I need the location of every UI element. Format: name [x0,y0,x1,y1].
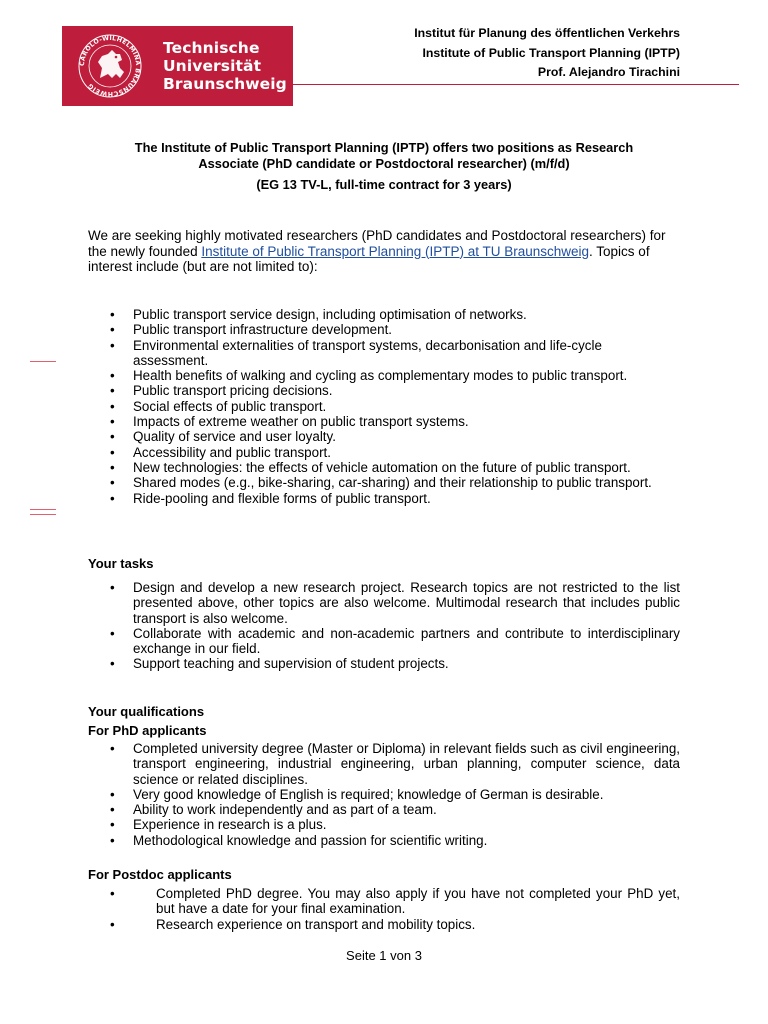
tasks-heading: Your tasks [88,556,154,571]
list-item [0,475,768,490]
list-item-text: Quality of service and user loyalty. [133,429,336,445]
margin-mark [30,514,56,515]
bullet-icon: • [110,429,115,445]
seal-text: CAROLO-WILHELMINA BRAUNSCHWEIG [78,34,142,98]
list-item [0,429,768,444]
list-item [0,817,768,832]
list-item [0,886,768,917]
list-item [0,802,768,817]
list-item-text: Experience in research is a plus. [133,817,327,833]
list-item-text: New technologies: the effects of vehicle automation on the future of public transport. [133,459,631,475]
institute-header [414,24,680,83]
list-item-text: Public transport service design, including optimisation of networks. [133,307,527,322]
bullet-icon: • [110,307,115,322]
bullet-icon: • [110,459,115,475]
list-item-text: Ability to work independently and as part of a team. [133,802,437,818]
contract-info: (EG 13 TV-L, full-time contract for 3 years) [256,177,512,192]
list-item [0,656,768,671]
bullet-icon: • [110,802,115,818]
bullet-icon: • [110,414,115,430]
phd-heading: For PhD applicants [88,723,207,738]
professor-name: Prof. Alejandro Tirachini [537,65,680,79]
list-item [0,491,768,506]
logo-line-2: Universität [163,57,262,75]
bullet-icon: • [110,817,115,833]
topics-list [0,307,768,506]
list-item-text: Very good knowledge of English is required; knowledge of German is desirable. [133,786,604,802]
lion-seal-icon [76,32,144,100]
list-item [0,307,768,322]
list-item [0,460,768,475]
title-line-1: The Institute of Public Transport Planning (IPTP) offers two positions as Research [134,140,634,155]
list-item [0,383,768,398]
logo-line-3: Braunschweig [163,75,287,93]
page-number: Seite 1 von 3 [346,948,422,963]
bullet-icon: • [110,490,115,506]
intro-text: We are seeking highly motivated researchers (PhD candidates and Postdoctoral researchers) for the newly founded [88,228,666,259]
header-rule [293,84,739,85]
list-item [0,338,768,369]
university-name [163,39,287,93]
list-item [0,399,768,414]
bullet-icon: • [110,625,115,641]
list-item [0,368,768,383]
list-item [0,741,768,787]
title-line-2: Associate (PhD candidate or Postdoctoral researcher) (m/f/d) [198,156,570,171]
list-item [0,580,768,626]
postdoc-qualifications-list [0,886,768,932]
institute-name-de: Institut für Planung des öffentlichen Verkehrs [414,26,680,40]
qualifications-heading: Your qualifications [88,704,205,719]
bullet-icon: • [110,656,115,672]
institute-link[interactable]: Institute of Public Transport Planning (IPTP) at TU Braunschweig [201,243,590,259]
list-item [0,414,768,429]
list-item-text: Collaborate with academic and non-academic partners and contribute to interdisciplinary exchange in our field. [133,625,680,657]
list-item-text: Social effects of public transport. [133,398,327,414]
list-item-text: Support teaching and supervision of student projects. [133,656,449,672]
bullet-icon: • [110,368,115,384]
list-item-text: Environmental externalities of transport systems, decarbonisation and life-cycle assessment. [133,337,602,368]
bullet-icon: • [110,786,115,802]
list-item-text: Completed PhD degree. You may also apply if you have not completed your PhD yet, but have a date for your final examination. [156,886,680,917]
bullet-icon: • [110,398,115,414]
list-item-text: Design and develop a new research project. Research topics are not restricted to the list presented above, other topics are also welcome. Multimodal research that includes public transport is also welcome. [133,580,680,626]
tasks-list [0,580,768,672]
list-item-text: Accessibility and public transport. [133,444,331,460]
list-item-text: Impacts of extreme weather on public transport systems. [133,414,469,430]
intro-text-end: . Topics of interest include (but are not limited to): [88,243,650,274]
job-title [88,140,680,193]
list-item-text: Completed university degree (Master or Diploma) in relevant fields such as civil engineering, transport engineering, industrial engineering, urban planning, computer science, data science or related disciplines. [133,741,680,787]
bullet-icon: • [110,337,115,353]
list-item-text: Health benefits of walking and cycling as complementary modes to public transport. [133,368,628,384]
list-item-text: Ride-pooling and flexible forms of public transport. [133,490,431,506]
bullet-icon: • [110,741,115,756]
bullet-icon: • [110,383,115,399]
bullet-icon: • [110,832,115,848]
list-item [0,833,768,848]
list-item-text: Research experience on transport and mobility topics. [156,916,476,932]
postdoc-heading: For Postdoc applicants [88,867,232,882]
bullet-icon: • [110,886,115,901]
phd-qualifications-list [0,741,768,848]
list-item-text: Shared modes (e.g., bike-sharing, car-sharing) and their relationship to public transport. [133,475,652,491]
list-item [0,322,768,337]
institute-name-en: Institute of Public Transport Planning (IPTP) [422,45,680,60]
list-item-text: Public transport infrastructure development. [133,322,393,338]
university-logo [62,26,293,106]
bullet-icon: • [110,444,115,460]
list-item [0,626,768,657]
list-item [0,445,768,460]
list-item-text: Public transport pricing decisions. [133,383,333,399]
intro-paragraph [88,228,680,275]
logo-line-1: Technische [163,39,260,57]
list-item-text: Methodological knowledge and passion for scientific writing. [133,832,488,848]
bullet-icon: • [110,475,115,491]
margin-mark [30,509,56,510]
bullet-icon: • [110,580,115,595]
bullet-icon: • [110,916,115,932]
list-item [0,787,768,802]
bullet-icon: • [110,322,115,338]
list-item [0,917,768,932]
